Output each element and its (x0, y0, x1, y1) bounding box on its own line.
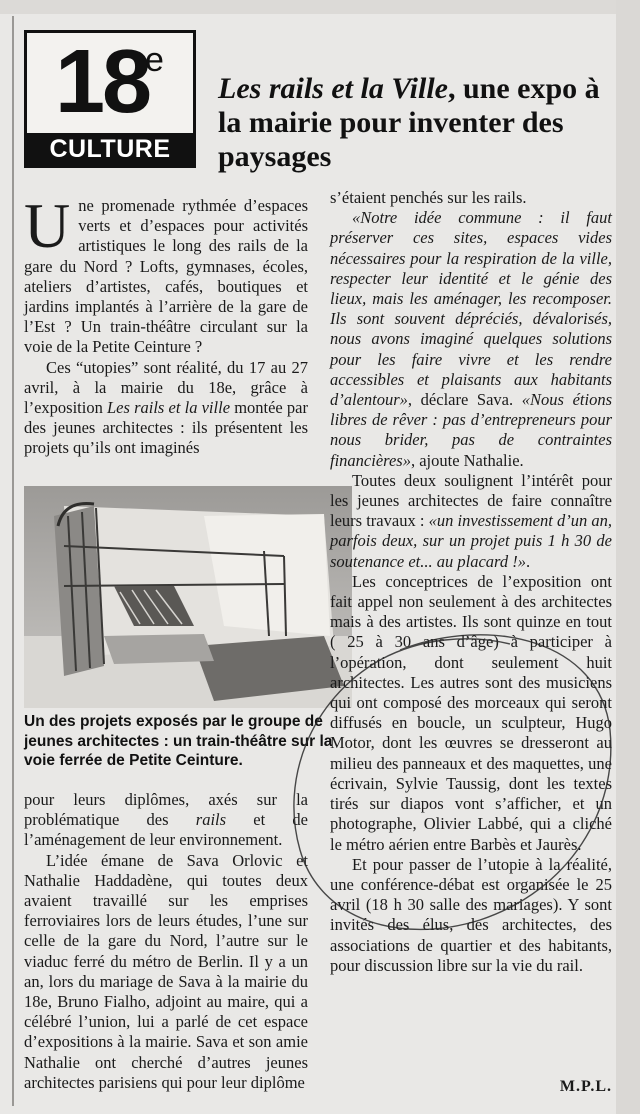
paragraph-3-text-b: et de l’aménagement de leur environnement. (24, 810, 309, 850)
paragraph-5: s’étaient penchés sur les rails. (330, 188, 527, 207)
paragraph-2-text-b: montée par des jeunes architectes : ils présentent les projets qu’ils ont imaginés (24, 398, 308, 458)
paragraph-7 (330, 471, 612, 572)
paragraph-2-italic: Les rails et la ville (107, 398, 231, 418)
paragraph-6-end: , ajoute Nathalie. (410, 450, 524, 470)
right-column (330, 188, 612, 976)
paragraph-7-text: Toutes deux soulignent l’intérêt pour les jeunes architectes de faire connaître leurs travaux : (330, 470, 612, 531)
headline (218, 72, 610, 174)
paragraph-4: L’idée émane de Sava Orlovic et Nathalie Haddadène, qui toutes deux avaient travaillé sur les emprises ferroviaires lors de leurs études, l’une sur celle de la gare du Nord, l’autre sur le viaduc ferré du métro de Berlin. Il y a un an, lors du mariage de Sava à la mairie du 18e, Bruno Fialho, adjoint au maire, qui a célébré l’union, lui a parlé de cet espace d’expositions à la mairie. Sava et son amie Nathalie ont cherché d’autres jeunes architectes parisiens qui pour leur diplôme (24, 850, 308, 1092)
author-signature: M.P.L. (559, 1078, 612, 1095)
article-photo (24, 486, 352, 708)
train-theatre-model-image (24, 486, 352, 708)
quote-investment: «un investissement d’un an, parfois deux, sur un projet puis 1 h 30 de soutenance et... au placard !» (330, 511, 613, 571)
paragraph-3-text-a: pour leurs diplômes, axés sur la problématique des (24, 790, 308, 830)
paragraph-6-mid: , déclare Sava. (407, 390, 522, 410)
headline-italic: Les rails et la Ville (218, 72, 448, 105)
section-number: 18 (55, 32, 150, 132)
drop-cap: U (24, 190, 71, 261)
paragraph-7-end: . (525, 551, 531, 571)
top-strip (0, 0, 640, 14)
left-column-top (24, 190, 308, 459)
paragraph-3 (24, 790, 308, 851)
paragraph-2-text-a: Ces “utopies” sont réalité, du 17 au 27 avril, à la mairie du 18e, grâce à l’exposition (24, 357, 308, 418)
paragraph-6 (330, 208, 612, 471)
paragraph-3-italic: rails (195, 810, 227, 830)
right-margin-strip (616, 0, 640, 1114)
section-superscript: e (145, 41, 164, 79)
paragraph-1-text: ne promenade rythmée d’espaces verts et d’espaces pour activités artistiques le long des rails de la gare du Nord ? Lofts, gymnases, écoles, ateliers d’artistes, cafés, boutiques et jardins implantés à l’arrière de la gare de l’Est ? Un train-théâtre circulant sur la voie de la Petite Ceinture ? (24, 196, 308, 357)
left-column-rule (12, 16, 14, 1106)
left-column-bottom (24, 790, 308, 1093)
section-label: CULTURE (27, 133, 193, 165)
section-badge (24, 30, 196, 168)
paragraph-8: Les conceptrices de l’exposition ont fait appel non seulement à des architectes mais à des artistes. Ils sont quinze en tout ( 25 à 30 ans d’âge) à participer à l’opération, dont seulement huit architectes. Les autres sont des musiciens qui ont composé des morceaux qui seront diffusés en boucle, un sculpteur, Hugo Motor, dont les œuvres se dresseront au milieu des panneaux et des maquettes, une écrivain, Sylvie Taussig, dont les textes tirés sur diapos vont s’afficher, et un photographe, Olivier Labbé, qui a cliché le métro aérien entre Barbès et Jaurès. (330, 571, 612, 854)
headline-rest: , une expo à la mairie pour inventer des paysages (218, 72, 600, 173)
photo-caption: Un des projets exposés par le groupe de jeunes architectes : un train-théâtre sur la voie ferrée de Petite Ceinture. (24, 713, 333, 769)
quote-sava: «Notre idée commune : il faut préserver ces sites, espaces vides nécessaires pour la respiration de la ville, respecter leur identité et le génie des lieux, mais les aménager, les recomposer. Ils sont souvent dépréciés, dévalorisés, nous avons imaginé quelques solutions pour les faire vivre et les rendre accessibles et plaisants aux habitants d’alentour» (330, 208, 612, 410)
paragraph-2 (24, 358, 308, 459)
paragraph-9: Et pour passer de l’utopie à la réalité, une conférence-débat est organisée le 25 avril (18 h 30 salle des mariages). Y sont invités des élus, des architectes, des associations de quartier et des habitants, pour discussion libre sur la vie du rail. (330, 854, 612, 975)
quote-nathalie: «Nous étions libres de rêver : pas d’entrepreneurs pour nous brider, pas de contraintes financières» (330, 390, 613, 470)
paragraph-1 (24, 190, 308, 358)
